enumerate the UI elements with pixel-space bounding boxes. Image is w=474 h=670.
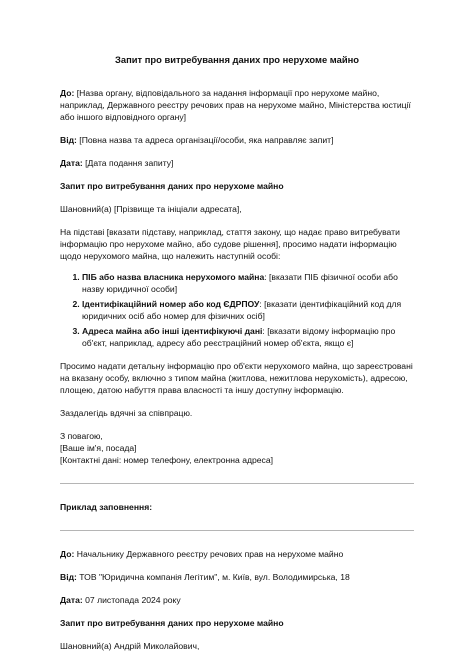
signature-contacts: [Контактні дані: номер телефону, електронна адреса] <box>60 455 274 465</box>
subject-heading: Запит про витребування даних про нерухоме майно <box>60 181 284 191</box>
greeting: Шановний(а) [Прізвище та ініціали адресата], <box>60 204 242 214</box>
to-text: [Назва органу, відповідального за надання інформації про нерухоме майно, наприклад, Державного реєстру речових прав на нерухоме майно, Міністерства юстиції або іншого відповідного органу] <box>60 88 411 122</box>
list-item-label: Ідентифікаційний номер або код ЄДРПОУ <box>82 299 260 309</box>
example-to-label: До: <box>60 549 75 559</box>
document-title: Запит про витребування даних про нерухоме майно <box>115 54 359 65</box>
date-text: [Дата подання запиту] <box>82 158 174 168</box>
example-to-text: Начальнику Державного реєстру речових прав на нерухоме майно <box>74 549 344 559</box>
signature-closing: З повагою, <box>60 431 103 441</box>
list-item-text: : [вказати ПІБ фізичної особи або назву юридичної особи] <box>82 272 398 294</box>
list-item-label: Адреса майна або інші ідентифікуючі дані <box>82 326 263 336</box>
from-line <box>60 134 414 146</box>
example-date-text: 07 листопада 2024 року <box>82 595 181 605</box>
example-date-line <box>60 594 414 606</box>
divider <box>60 483 414 484</box>
thanks-line: Заздалегідь вдячні за співпрацю. <box>60 408 193 418</box>
list-item-text: : [вказати відому інформацію про об'єкт, наприклад, адресу або реєстраційний номер об'єкта, якщо є] <box>82 326 396 348</box>
to-label: До: <box>60 88 75 98</box>
to-line <box>60 87 414 123</box>
divider <box>60 530 414 531</box>
example-from-label: Від: <box>60 572 77 582</box>
example-from-line <box>60 571 414 583</box>
request-paragraph: Просимо надати детальну інформацію про об'єкти нерухомого майна, що зареєстровані на вказану особу, включно з типом майна (житлова, нежитлова нерухомість), адресою, площею, датою набуття права власності та іншу доступну інформацію. <box>60 361 413 395</box>
from-label: Від: <box>60 135 77 145</box>
example-greeting: Шановний(а) Андрій Миколайович, <box>60 641 200 651</box>
list-item-label: ПІБ або назва власника нерухомого майна <box>82 272 265 282</box>
list-item <box>82 271 414 295</box>
list-item <box>82 298 414 322</box>
from-text: [Повна назва та адреса організації/особи, яка направляє запит] <box>76 135 334 145</box>
signature-block <box>60 430 414 466</box>
example-heading: Приклад заповнення: <box>60 502 153 512</box>
example-subject-heading: Запит про витребування даних про нерухоме майно <box>60 618 284 628</box>
list-item <box>82 325 414 349</box>
intro-paragraph: На підставі [вказати підставу, наприклад, стаття закону, що надає право витребувати інформацію про нерухоме майно, або судове рішення], просимо надати інформацію щодо нерухомого майна, що належить наступній особі: <box>60 227 400 261</box>
list-item-text: : [вказати ідентифікаційний код для юридичних осіб або номер для фізичних осіб] <box>82 299 402 321</box>
example-to-line <box>60 548 414 560</box>
example-date-label: Дата: <box>60 595 83 605</box>
owner-details-list <box>60 271 414 349</box>
example-from-text: ТОВ "Юридична компанія Легітим", м. Київ, вул. Володимирська, 18 <box>76 572 350 582</box>
date-label: Дата: <box>60 158 83 168</box>
signature-name: [Ваше ім'я, посада] <box>60 443 137 453</box>
date-line <box>60 157 414 169</box>
